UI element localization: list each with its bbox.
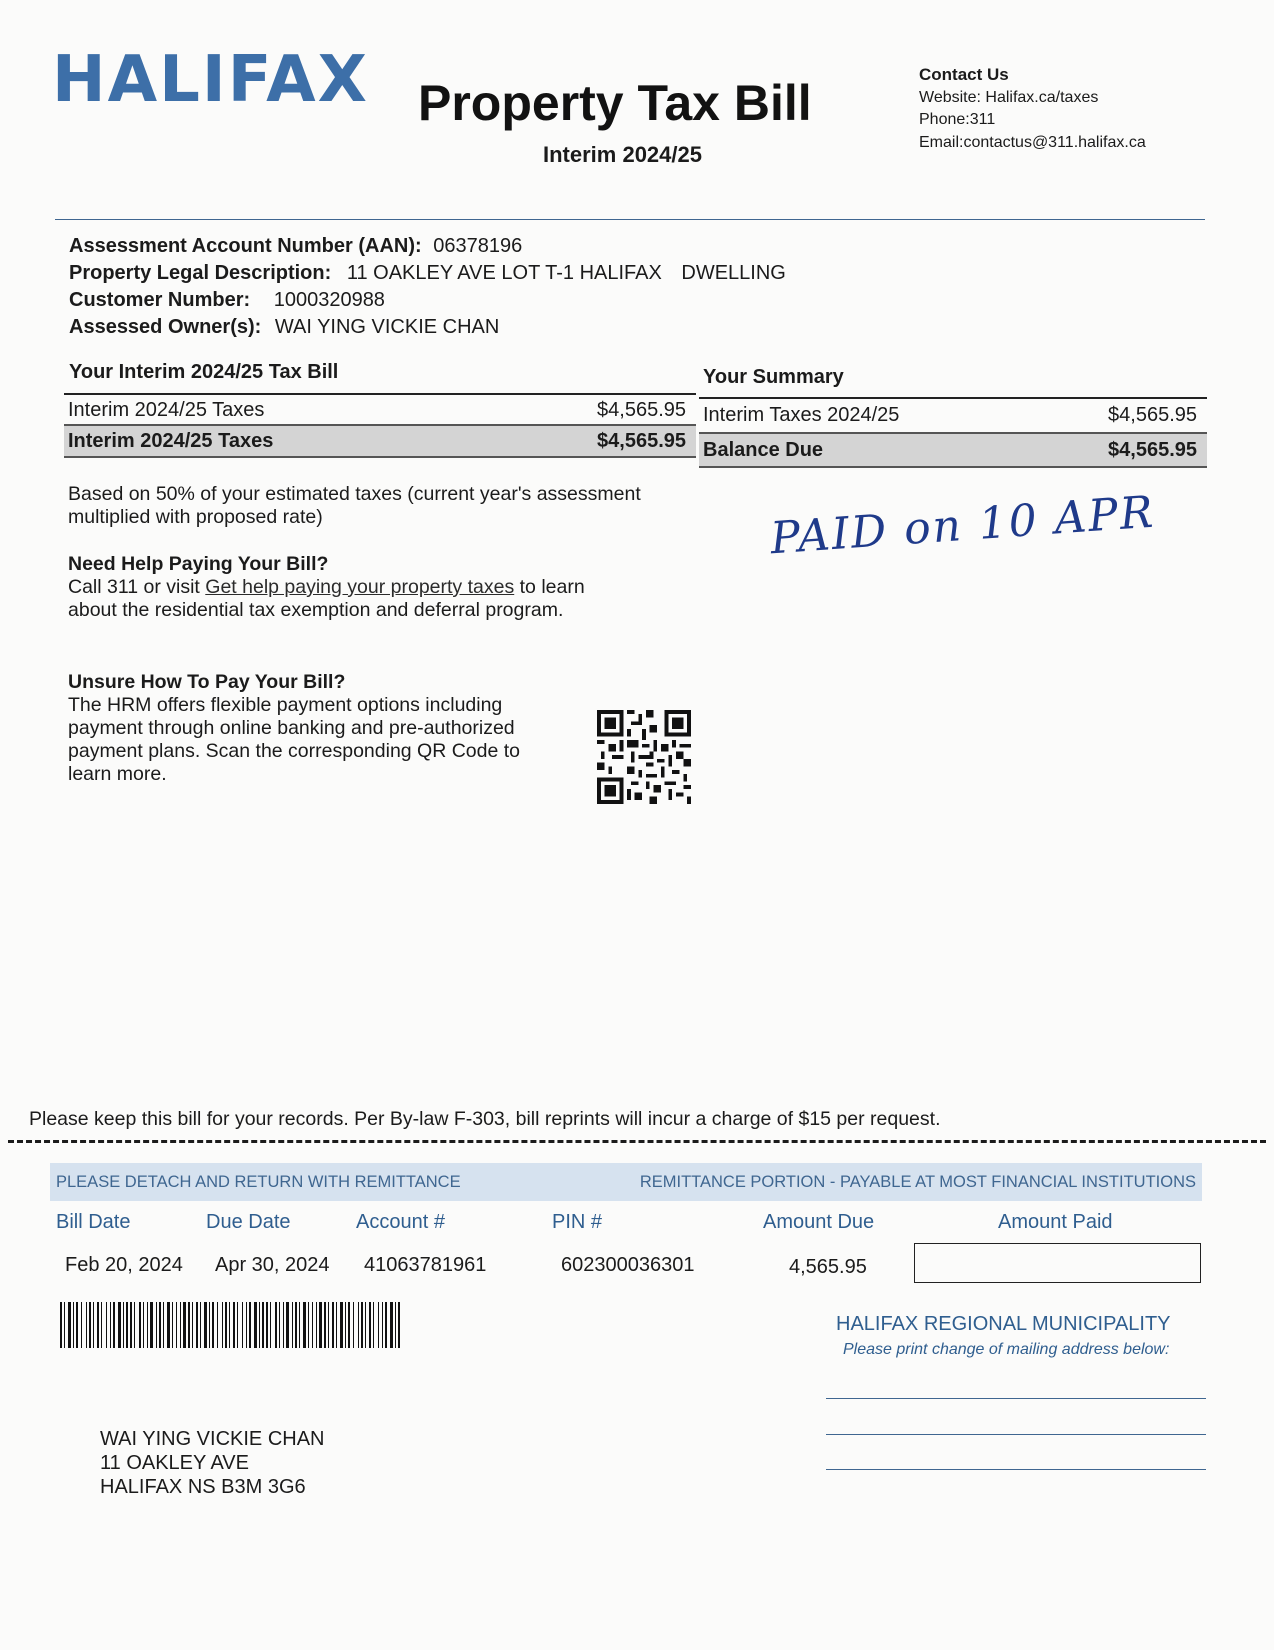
balance-due-label: Balance Due bbox=[703, 438, 824, 461]
barcode-bar bbox=[123, 1302, 124, 1348]
tax-bill-row-value: $4,565.95 bbox=[597, 398, 686, 421]
account-value: 41063781961 bbox=[364, 1254, 487, 1276]
barcode-bar bbox=[292, 1302, 293, 1348]
barcode-bar bbox=[316, 1302, 317, 1348]
summary-heading: Your Summary bbox=[703, 366, 844, 388]
barcode-bar bbox=[382, 1302, 383, 1348]
contact-heading: Contact Us bbox=[919, 65, 1009, 84]
customer-value: 1000320988 bbox=[273, 289, 385, 311]
barcode-bar bbox=[378, 1302, 379, 1348]
customer-row bbox=[69, 287, 786, 314]
barcode-bar bbox=[60, 1302, 62, 1348]
barcode-bar bbox=[259, 1302, 260, 1348]
barcode-bar bbox=[270, 1302, 271, 1348]
barcode-bar bbox=[233, 1302, 235, 1348]
account-header: Account # bbox=[356, 1211, 445, 1233]
contact-email[interactable]: Email:contactus@311.halifax.ca bbox=[919, 133, 1146, 151]
due-date-header: Due Date bbox=[206, 1211, 291, 1233]
summary-row-label: Interim Taxes 2024/25 bbox=[703, 404, 900, 426]
barcode-bar bbox=[139, 1302, 141, 1348]
barcode-bar bbox=[147, 1302, 148, 1348]
barcode-bar bbox=[101, 1302, 102, 1348]
bill-date-value: Feb 20, 2024 bbox=[65, 1254, 183, 1276]
barcode-bar bbox=[143, 1302, 144, 1348]
barcode-bar bbox=[167, 1302, 170, 1348]
barcode-bar bbox=[126, 1302, 128, 1348]
basis-note bbox=[68, 483, 641, 529]
barcode-bar bbox=[64, 1302, 65, 1348]
barcode-bar bbox=[150, 1302, 153, 1348]
help-heading: Need Help Paying Your Bill? bbox=[68, 553, 329, 575]
remittance-barcode bbox=[60, 1302, 402, 1348]
remittance-band-left: PLEASE DETACH AND RETURN WITH REMITTANCE bbox=[56, 1172, 461, 1191]
barcode-bar bbox=[225, 1302, 227, 1348]
tax-bill-total-label: Interim 2024/25 Taxes bbox=[68, 429, 274, 452]
address-change-line-3[interactable] bbox=[826, 1469, 1206, 1470]
barcode-bar bbox=[303, 1302, 306, 1348]
summary-row-value: $4,565.95 bbox=[1108, 404, 1197, 426]
barcode-bar bbox=[93, 1302, 94, 1348]
barcode-bar bbox=[163, 1302, 164, 1348]
tax-bill-total-value: $4,565.95 bbox=[597, 429, 686, 452]
barcode-bar bbox=[176, 1302, 177, 1348]
barcode-bar bbox=[76, 1302, 78, 1348]
barcode-bar bbox=[200, 1302, 201, 1348]
barcode-bar bbox=[262, 1302, 264, 1348]
help-pre: Call 311 or visit bbox=[68, 576, 206, 598]
barcode-bar bbox=[188, 1302, 190, 1348]
owner-label: Assessed Owner(s): bbox=[69, 316, 262, 338]
barcode-bar bbox=[275, 1302, 277, 1348]
unsure-line-3: payment plans. Scan the corresponding QR Code to bbox=[68, 740, 521, 762]
barcode-bar bbox=[209, 1302, 210, 1348]
pin-header: PIN # bbox=[552, 1211, 603, 1233]
due-date-value: Apr 30, 2024 bbox=[215, 1254, 330, 1276]
barcode-bar bbox=[324, 1302, 326, 1348]
barcode-bar bbox=[242, 1302, 243, 1348]
halifax-logo: HALIFAX bbox=[52, 43, 369, 117]
barcode-bar bbox=[295, 1302, 297, 1348]
mailing-line-3: HALIFAX NS B3M 3G6 bbox=[100, 1476, 306, 1498]
barcode-bar bbox=[348, 1302, 350, 1348]
summary-row bbox=[699, 399, 1207, 432]
barcode-bar bbox=[246, 1302, 247, 1348]
amount-due-header: Amount Due bbox=[763, 1211, 875, 1233]
barcode-bar bbox=[68, 1302, 71, 1348]
address-change-prompt: Please print change of mailing address below: bbox=[843, 1341, 1170, 1358]
legal-label: Property Legal Description: bbox=[69, 262, 332, 284]
municipality-name: HALIFAX REGIONAL MUNICIPALITY bbox=[836, 1313, 1171, 1335]
help-section bbox=[68, 553, 585, 622]
barcode-bar bbox=[106, 1302, 107, 1348]
contact-block bbox=[919, 64, 1146, 154]
barcode-bar bbox=[89, 1302, 91, 1348]
handwritten-paid-note: PAID on 10 APR bbox=[768, 486, 1157, 565]
aan-label: Assessment Account Number (AAN): bbox=[69, 235, 422, 257]
unsure-line-4: learn more. bbox=[68, 763, 167, 785]
barcode-bar bbox=[237, 1302, 238, 1348]
barcode-bar bbox=[196, 1302, 198, 1348]
unsure-line-2: payment through online banking and pre-authorized bbox=[68, 717, 515, 739]
barcode-bar bbox=[217, 1302, 218, 1348]
barcode-bar bbox=[266, 1302, 268, 1348]
barcode-bar bbox=[130, 1302, 132, 1348]
mailing-address bbox=[100, 1427, 324, 1499]
customer-label: Customer Number: bbox=[69, 289, 251, 311]
barcode-bar bbox=[192, 1302, 193, 1348]
contact-phone: Phone:311 bbox=[919, 111, 996, 128]
barcode-bar bbox=[358, 1302, 359, 1348]
legal-type: DWELLING bbox=[681, 262, 786, 284]
aan-value: 06378196 bbox=[433, 235, 523, 257]
barcode-bar bbox=[312, 1302, 313, 1348]
aan-row bbox=[69, 233, 786, 260]
barcode-bar bbox=[159, 1302, 161, 1348]
remittance-band bbox=[50, 1163, 1202, 1201]
barcode-bar bbox=[212, 1302, 214, 1348]
unsure-heading: Unsure How To Pay Your Bill? bbox=[68, 671, 346, 693]
barcode-bar bbox=[113, 1302, 115, 1348]
mailing-line-1: WAI YING VICKIE CHAN bbox=[100, 1428, 325, 1450]
barcode-bar bbox=[286, 1302, 289, 1348]
barcode-bar bbox=[390, 1302, 393, 1348]
unsure-line-1: The HRM offers flexible payment options including bbox=[68, 694, 503, 716]
balance-due-row bbox=[699, 432, 1207, 468]
barcode-bar bbox=[319, 1302, 322, 1348]
barcode-bar bbox=[254, 1302, 257, 1348]
legal-value: 11 OAKLEY AVE LOT T-1 HALIFAX bbox=[346, 262, 662, 284]
barcode-bar bbox=[308, 1302, 309, 1348]
barcode-bar bbox=[183, 1302, 186, 1348]
address-change-line-2[interactable] bbox=[826, 1434, 1206, 1435]
help-post: to learn bbox=[514, 576, 585, 598]
barcode-bar bbox=[398, 1302, 400, 1348]
barcode-bar bbox=[86, 1302, 87, 1348]
owner-row bbox=[69, 314, 786, 341]
barcode-bar bbox=[156, 1302, 157, 1348]
help-line-1 bbox=[68, 576, 585, 599]
help-line-2: about the residential tax exemption and deferral program. bbox=[68, 599, 564, 621]
barcode-bar bbox=[328, 1302, 329, 1348]
barcode-bar bbox=[97, 1302, 99, 1348]
amount-paid-header: Amount Paid bbox=[998, 1211, 1113, 1233]
page-title: Property Tax Bill bbox=[418, 75, 812, 131]
tax-bill-row-label: Interim 2024/25 Taxes bbox=[68, 398, 265, 421]
payment-qr-code[interactable] bbox=[597, 710, 691, 804]
barcode-bar bbox=[279, 1302, 280, 1348]
barcode-bar bbox=[385, 1302, 387, 1348]
barcode-bar bbox=[361, 1302, 363, 1348]
address-change-line-1[interactable] bbox=[826, 1398, 1206, 1399]
barcode-bar bbox=[229, 1302, 230, 1348]
mailing-line-2: 11 OAKLEY AVE bbox=[100, 1452, 249, 1474]
barcode-bar bbox=[283, 1302, 284, 1348]
barcode-bar bbox=[118, 1302, 121, 1348]
barcode-bar bbox=[369, 1302, 371, 1348]
barcode-bar bbox=[299, 1302, 300, 1348]
legal-row bbox=[69, 260, 786, 287]
tax-bill-heading: Your Interim 2024/25 Tax Bill bbox=[69, 361, 339, 383]
barcode-bar bbox=[332, 1302, 334, 1348]
barcode-bar bbox=[73, 1302, 74, 1348]
barcode-bar bbox=[395, 1302, 396, 1348]
basis-line-2: multiplied with proposed rate) bbox=[68, 506, 323, 528]
remittance-band-right: REMITTANCE PORTION - PAYABLE AT MOST FINANCIAL INSTITUTIONS bbox=[639, 1172, 1196, 1191]
barcode-bar bbox=[81, 1302, 82, 1348]
barcode-bar bbox=[134, 1302, 135, 1348]
page-subtitle: Interim 2024/25 bbox=[543, 142, 702, 167]
tax-bill-total-row bbox=[64, 424, 696, 458]
unsure-section bbox=[68, 671, 520, 786]
tax-bill-row bbox=[64, 395, 696, 425]
help-link[interactable]: Get help paying your property taxes bbox=[205, 576, 515, 598]
balance-due-value: $4,565.95 bbox=[1108, 438, 1197, 461]
detach-line bbox=[8, 1140, 1266, 1143]
barcode-bar bbox=[365, 1302, 366, 1348]
keep-bill-note: Please keep this bill for your records. Per By-law F-303, bill reprints will incur a charge of $15 per request. bbox=[29, 1108, 941, 1130]
header-divider bbox=[55, 219, 1205, 220]
barcode-bar bbox=[180, 1302, 181, 1348]
bill-date-header: Bill Date bbox=[56, 1211, 131, 1233]
basis-line-1: Based on 50% of your estimated taxes (current year's assessment bbox=[68, 483, 641, 505]
amount-paid-field[interactable] bbox=[914, 1243, 1201, 1283]
pin-value: 602300036301 bbox=[561, 1254, 695, 1276]
barcode-bar bbox=[110, 1302, 111, 1348]
contact-website[interactable]: Website: Halifax.ca/taxes bbox=[919, 88, 1099, 106]
barcode-bar bbox=[336, 1302, 337, 1348]
barcode-bar bbox=[249, 1302, 251, 1348]
barcode-bar bbox=[222, 1302, 223, 1348]
barcode-bar bbox=[345, 1302, 346, 1348]
account-info bbox=[69, 233, 786, 341]
barcode-bar bbox=[340, 1302, 343, 1348]
owner-value: WAI YING VICKIE CHAN bbox=[274, 316, 500, 338]
barcode-bar bbox=[373, 1302, 374, 1348]
barcode-bar bbox=[172, 1302, 173, 1348]
barcode-bar bbox=[204, 1302, 207, 1348]
barcode-bar bbox=[353, 1302, 354, 1348]
amount-due-value: 4,565.95 bbox=[789, 1256, 867, 1278]
